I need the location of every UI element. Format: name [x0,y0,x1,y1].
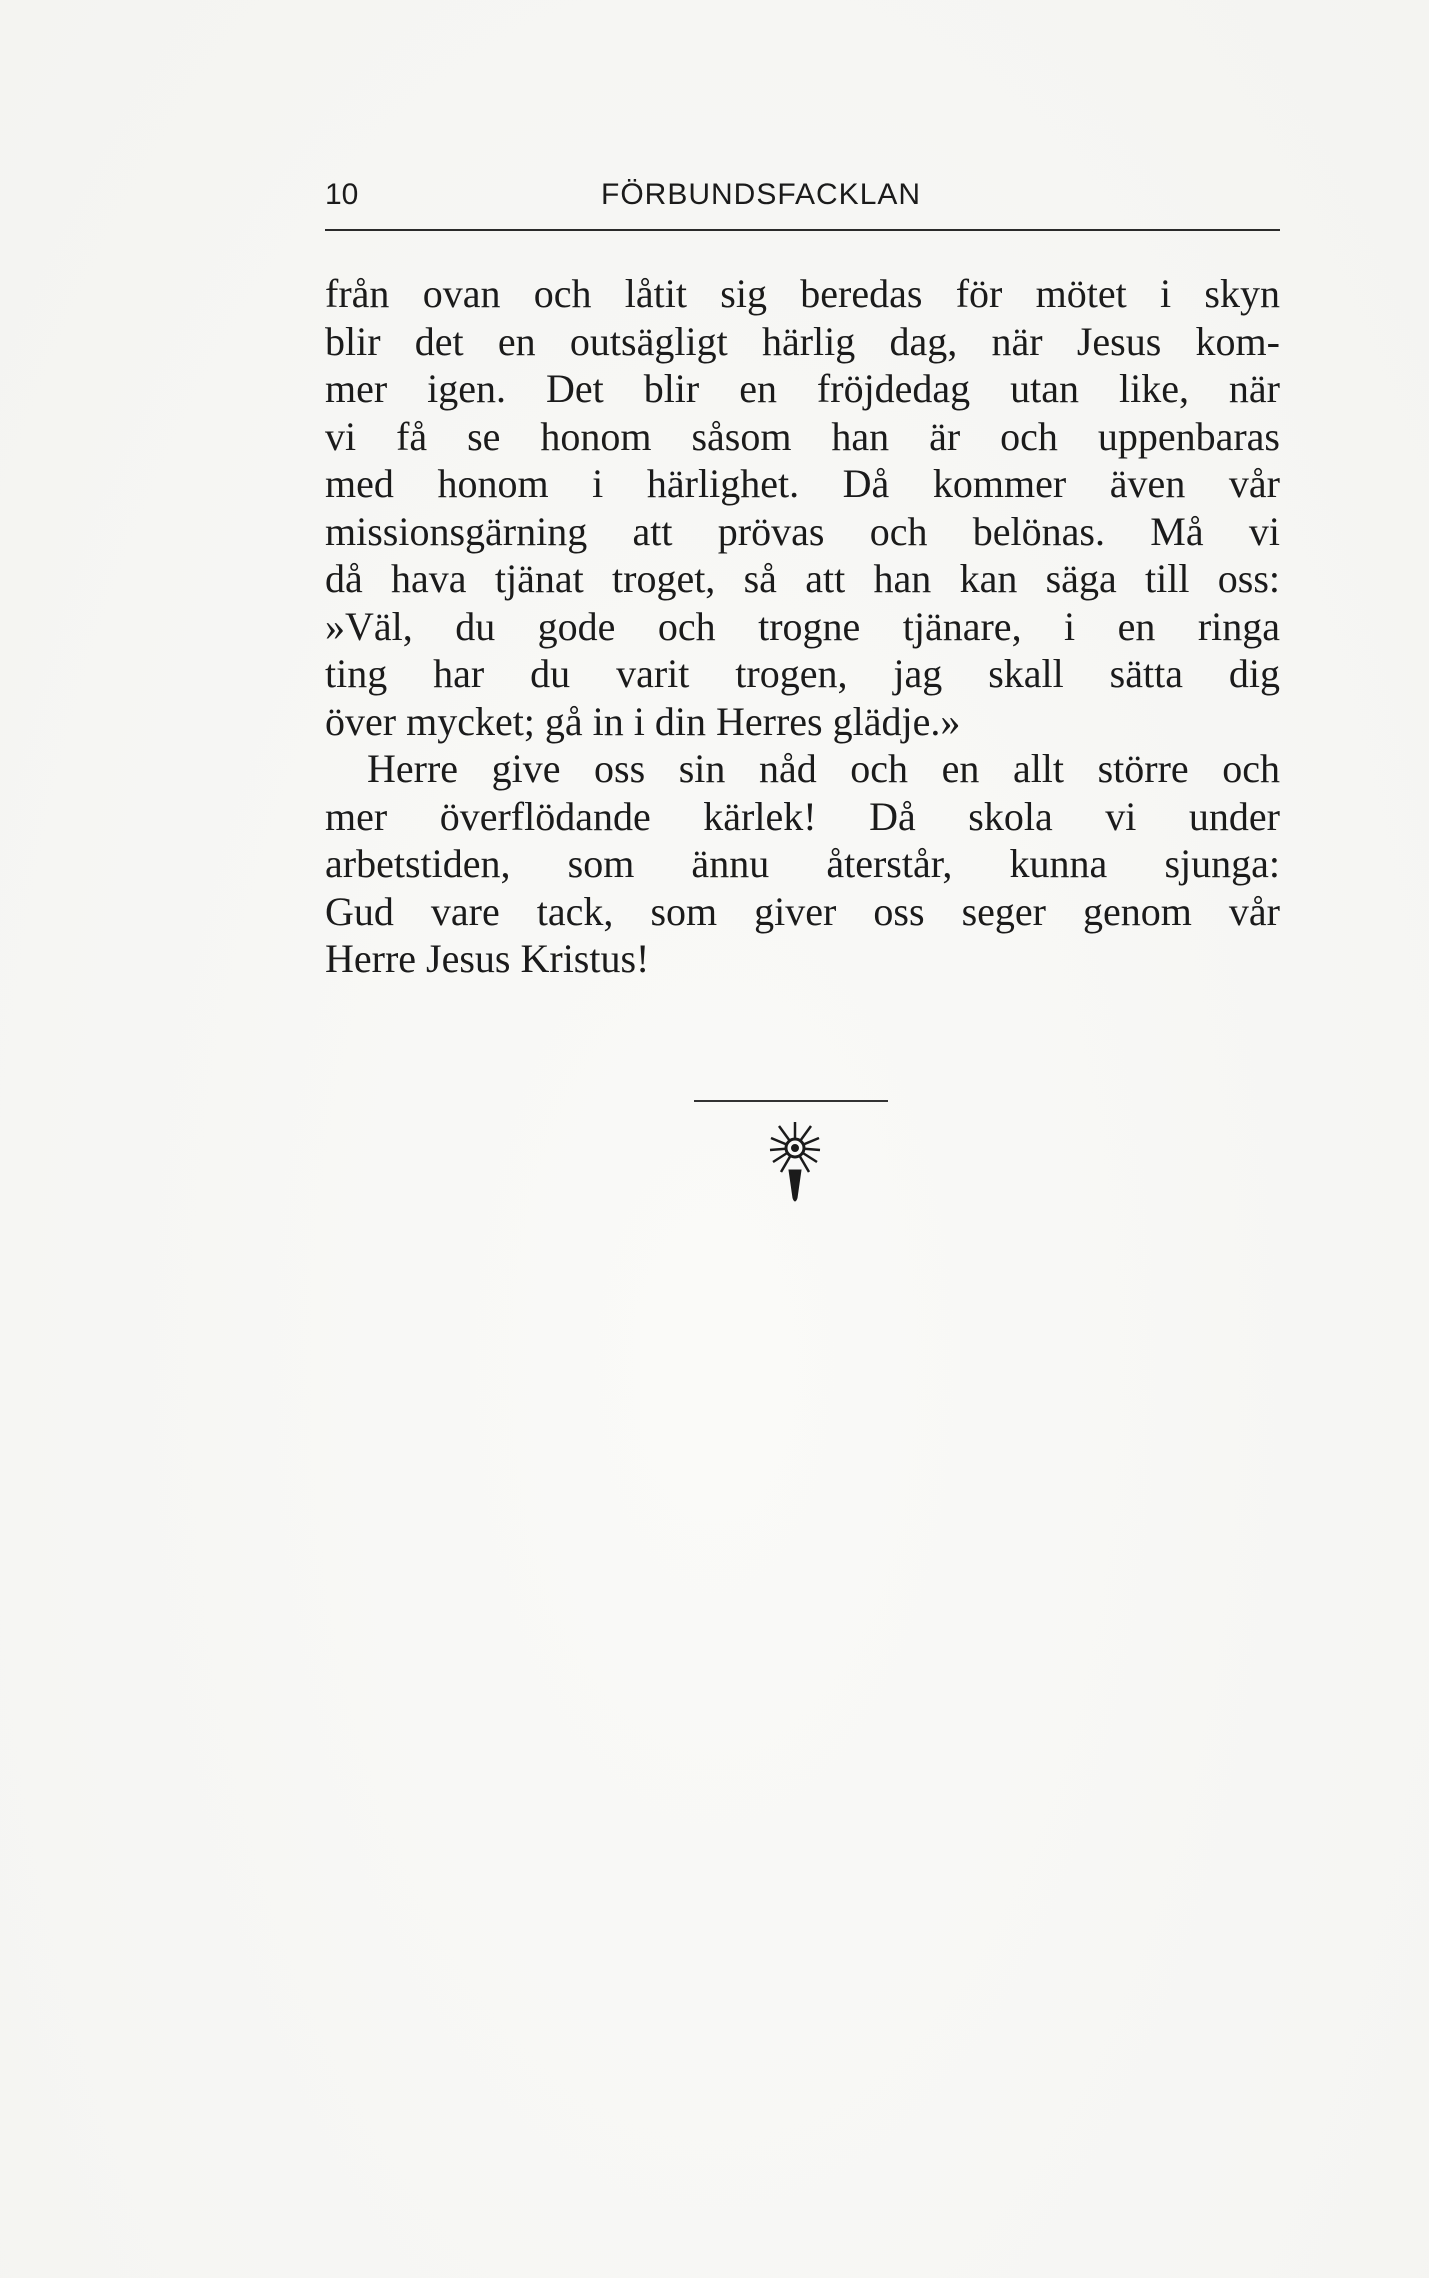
page-header [325,178,1280,228]
text-line: från ovan och låtit sig beredas för mötet i skyn [325,271,1280,316]
body-text [325,270,1280,983]
text-line: med honom i härlighet. Då kommer även vår [325,461,1280,506]
text-line: »Väl, du gode och trogne tjänare, i en ringa [325,603,1280,649]
text-line: missionsgärning att prövas och belönas. Må vi [325,508,1280,554]
running-head: FÖRBUNDSFACKLAN [601,178,922,211]
page-number: 10 [325,178,359,211]
header-rule [325,229,1280,231]
text-line: ting har du varit trogen, jag skall sätta dig [325,651,1280,696]
text-line: Herre Jesus Kristus! [325,936,650,981]
text-line: Herre give oss sin nåd och en allt större och [367,746,1280,791]
text-line: blir det en outsägligt härlig dag, när Jesus kom- [325,318,1280,364]
text-line: mer överflödande kärlek! Då skola vi under [325,793,1280,839]
ornament-rule [694,1100,888,1102]
text-line: arbetstiden, som ännu återstår, kunna sjunga: [325,841,1280,886]
text-line: över mycket; gå in i din Herres glädje.» [325,698,961,744]
sunburst-fleuron-icon [765,1118,825,1208]
text-line: då hava tjänat troget, så att han kan säga till oss: [325,556,1280,601]
text-line: Gud vare tack, som giver oss seger genom vår [325,888,1280,934]
text-line: mer igen. Det blir en fröjdedag utan like, när [325,366,1280,411]
text-line: vi få se honom såsom han är och uppenbaras [325,413,1280,459]
